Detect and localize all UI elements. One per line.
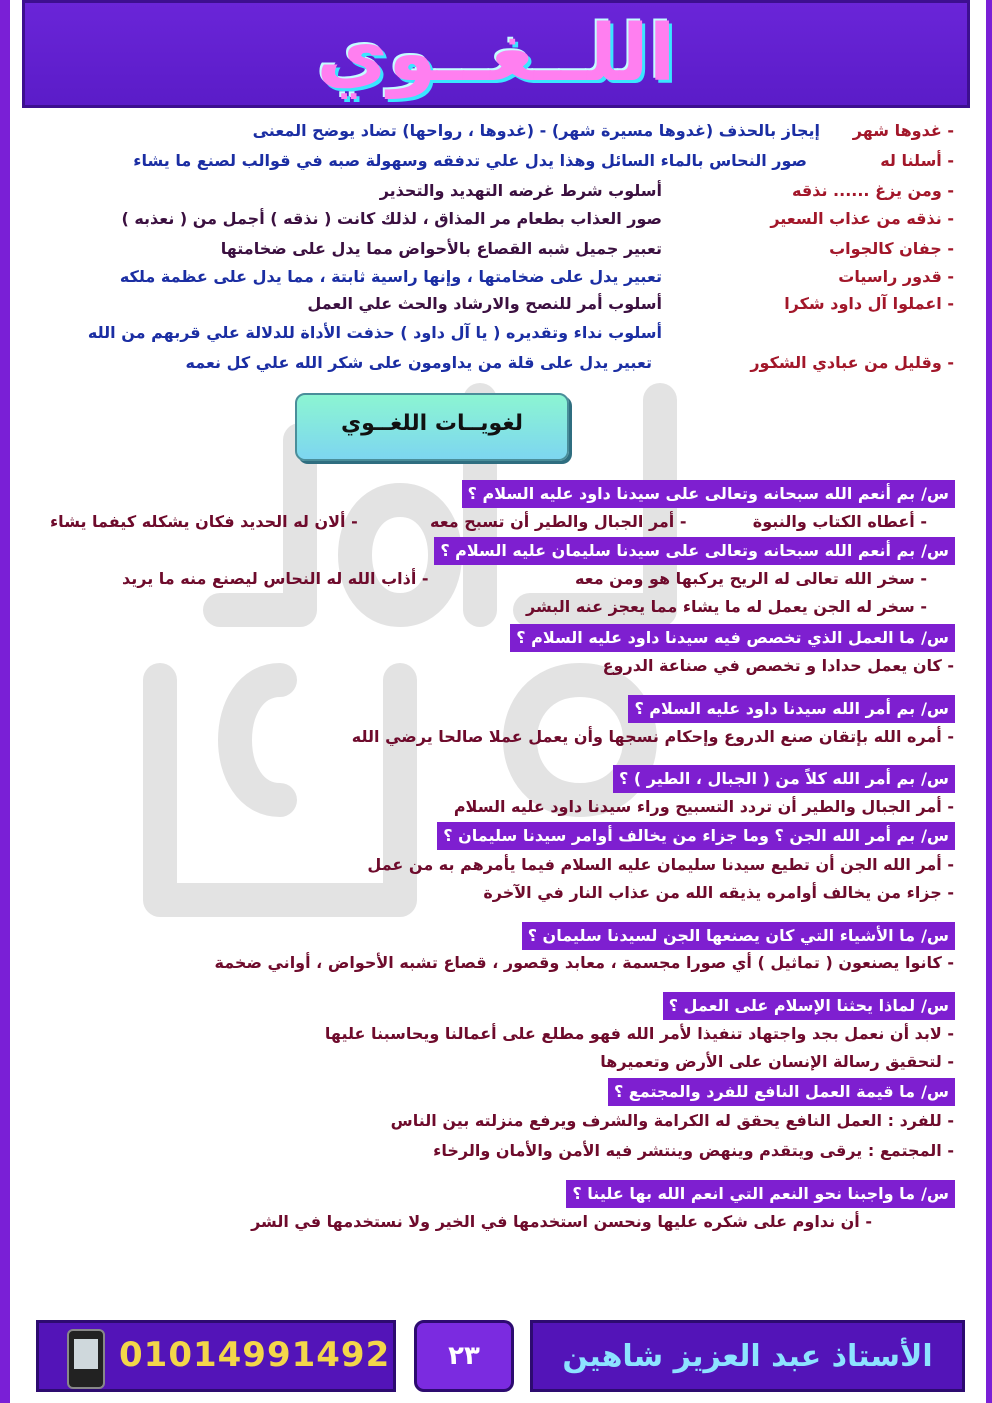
explain-text: صور العذاب بطعام مر المذاق ، لذلك كانت ( نذقه ) أجمل من ( نعذبه )	[121, 209, 662, 228]
question-label: س/	[921, 826, 949, 845]
question-bar	[510, 624, 955, 652]
question-bar	[437, 822, 955, 850]
question-text: بم أمر الله سيدنا داود عليه السلام ؟	[634, 699, 916, 718]
page-number: ٢٣	[448, 1341, 480, 1371]
question-text: ما الأشياء التي كان يصنعها الجن لسيدنا سليمان ؟	[527, 926, 916, 945]
question-label: س/	[921, 628, 949, 647]
question-text: لماذا يحثنا الإسلام على العمل ؟	[668, 996, 916, 1015]
explain-term: - ومن يزغ ...... نذقه	[792, 181, 954, 200]
explain-term: - قدور راسيات	[838, 267, 954, 286]
answer-line: - كان يعمل حدادا و تخصص في صناعة الدروع	[602, 656, 954, 675]
answer-line: - للفرد : العمل النافع يحقق له الكرامة والشرف ويرفع منزلته بين الناس	[390, 1111, 954, 1130]
question-bar	[608, 1078, 955, 1106]
answer-line: - كانوا يصنعون ( تماثيل ) أي صورا مجسمة ، معابد وقصور ، قصاع تشبه الأحواض ، أواني ضخمة	[214, 953, 954, 972]
question-label: س/	[921, 484, 949, 503]
header-banner	[22, 0, 970, 108]
question-text: بم أمر الله كلاً من ( الجبال ، الطير ) ؟	[619, 769, 916, 788]
question-bar	[628, 695, 955, 723]
question-bar	[522, 922, 955, 950]
answer-line: - أمر الله الجن أن تطيع سيدنا سليمان عليه السلام فيما يأمرهم به من عمل	[367, 855, 954, 874]
explain-term: - أسلنا له	[880, 151, 954, 170]
footer-phone-box	[36, 1320, 396, 1392]
question-label: س/	[921, 926, 949, 945]
explain-text: أسلوب نداء وتقديره ( يا آل داود ) حذفت الأداة للدلالة علي قربهم من الله	[87, 323, 662, 342]
answer-line: - أن نداوم على شكره عليها ونحسن استخدمها في الخير ولا نستخدمها في الشر	[251, 1212, 872, 1231]
explain-text: إيجاز بالحذف (غدوها مسيرة شهر) - (غدوها ، رواحها) تضاد يوضح المعنى	[252, 121, 820, 140]
question-bar	[462, 480, 955, 508]
question-label: س/	[921, 1082, 949, 1101]
section-badge	[295, 393, 569, 461]
explain-term: - جفان كالجواب	[829, 239, 954, 258]
answer-line: - لابد أن نعمل بجد واجتهاد تنفيذا لأمر الله فهو مطلع على أعمالنا ويحاسبنا عليها	[324, 1024, 954, 1043]
answer-line: - سخر الله تعالى له الريح يركبها هو ومن معه	[574, 569, 927, 588]
question-text: بم أنعم الله سبحانه وتعالى على سيدنا داود عليه السلام ؟	[467, 484, 916, 503]
section-badge-label: لغويــات اللغــوي	[341, 411, 523, 436]
explain-text: تعبير يدل على قلة من يداومون على شكر الله علي كل نعمه	[185, 353, 652, 372]
left-border	[0, 0, 10, 1403]
question-label: س/	[921, 769, 949, 788]
question-bar	[434, 537, 955, 565]
phone-icon	[67, 1329, 105, 1389]
answer-line: - أمره الله بإتقان صنع الدروع وإحكام نسجها وأن يعمل عملا صالحا يرضي الله	[351, 727, 954, 746]
explain-term: - وقليل من عبادي الشكور	[750, 353, 954, 372]
phone-number: 01014991492	[119, 1335, 391, 1375]
question-label: س/	[921, 699, 949, 718]
explain-text: أسلوب أمر للنصح والارشاد والحث علي العمل	[307, 294, 662, 313]
answer-line: - أذاب الله له النحاس ليصنع منه ما يريد	[122, 569, 429, 588]
question-text: بم أنعم الله سبحانه وتعالى على سيدنا سليمان عليه السلام ؟	[440, 541, 916, 560]
question-text: ما العمل الذي تخصص فيه سيدنا داود عليه السلام ؟	[516, 628, 916, 647]
answer-line: - ألان له الحديد فكان يشكله كيفما يشاء	[50, 512, 358, 531]
answer-line: - المجتمع : يرقى ويتقدم وينهض وينتشر فيه الأمن والأمان والرخاء	[433, 1141, 954, 1160]
answer-line: - سخر له الجن يعمل له ما يشاء مما يعجز عنه البشر	[526, 597, 927, 616]
answer-line: - أمر الجبال والطير أن تسبح معه	[430, 512, 687, 531]
explain-text: تعبير يدل على ضخامتها ، وإنها راسية ثابتة ، مما يدل على عظمة ملكه	[119, 267, 662, 286]
question-text: ما قيمة العمل النافع للفرد والمجتمع ؟	[613, 1082, 916, 1101]
explain-term: - نذقه من عذاب السعير	[770, 209, 954, 228]
question-label: س/	[921, 996, 949, 1015]
explain-text: صور النحاس بالماء السائل وهذا يدل علي تدفقه وسهولة صبه في قوالب لصنع ما يشاء	[133, 151, 807, 170]
explain-term: - اعملوا آل داود شكرا	[784, 294, 954, 313]
question-text: ما واجبنا نحو النعم التي انعم الله بها علينا ؟	[572, 1184, 916, 1203]
question-label: س/	[921, 1184, 949, 1203]
right-border	[986, 0, 992, 1403]
answer-line: - لتحقيق رسالة الإنسان على الأرض وتعميرها	[600, 1052, 954, 1071]
explain-text: أسلوب شرط غرضه التهديد والتحذير	[379, 181, 662, 200]
footer-teacher-box	[530, 1320, 965, 1392]
explain-text: تعبير جميل شبه القصاع بالأحواض مما يدل على ضخامتها	[220, 239, 662, 258]
header-title: اللــغــوي	[316, 9, 676, 99]
footer-page-box	[414, 1320, 514, 1392]
answer-line: - أعطاه الكتاب والنبوة	[752, 512, 927, 531]
explain-term: - غدوها شهر	[852, 121, 954, 140]
question-text: بم أمر الله الجن ؟ وما جزاء من يخالف أوامر سيدنا سليمان ؟	[443, 826, 916, 845]
question-label: س/	[921, 541, 949, 560]
answer-line: - جزاء من يخالف أوامره يذيقه الله من عذاب النار في الآخرة	[483, 883, 954, 902]
answer-line: - أمر الجبال والطير أن تردد التسبيح وراء سيدنا داود عليه السلام	[453, 797, 954, 816]
question-bar	[663, 992, 955, 1020]
teacher-name: الأستاذ عبد العزيز شاهين	[562, 1339, 933, 1374]
question-bar	[613, 765, 955, 793]
question-bar	[566, 1180, 955, 1208]
